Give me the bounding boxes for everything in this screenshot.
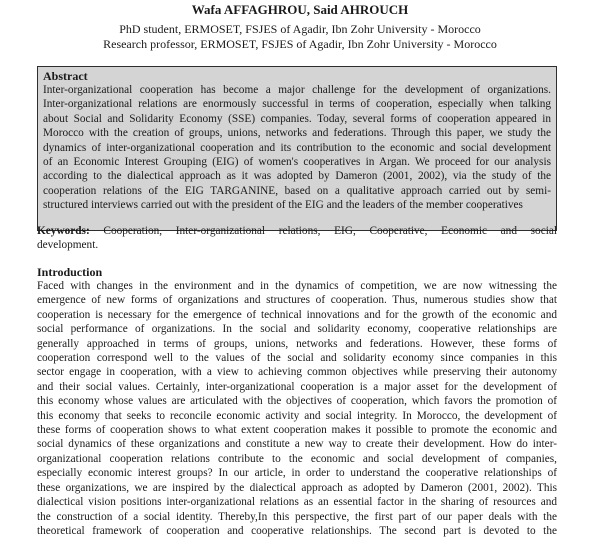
intro-line: especially economic interest groups? In our article, in order to understand the cooperative relationships of bbox=[37, 467, 557, 480]
intro-line: theoretical framework of cooperation and cooperative relationships. The second part is devoted to the bbox=[37, 524, 557, 537]
abstract-box bbox=[37, 66, 557, 231]
intro-line: and their social values. Certainly, inter-organizational cooperation is a major asset for the development of bbox=[37, 380, 557, 393]
introduction-text bbox=[37, 279, 557, 538]
author-names: Wafa AFFAGHROU, Said AHROUCH bbox=[191, 2, 409, 17]
intro-line: social performance of organizations. In the social and solidarity economy, cooperative relationships are bbox=[37, 323, 557, 336]
intro-line: sector engage in cooperation, with a view to achieving common objectives while preserving their autonomy bbox=[37, 366, 557, 379]
intro-line: cooperation correspond well to the values of the social and solidarity economy since companies in this bbox=[37, 352, 557, 365]
intro-line: this economy whose values are articulated with the objectives of cooperation, which favors the promotion of bbox=[37, 395, 557, 408]
abstract-line: cooperation relations of the EIG TARGANINE, based on a qualitative approach carried out by semi- bbox=[43, 184, 551, 197]
intro-line: this economy that seeks to reconcile economic activity and social integrity. In Morocco, the development of bbox=[37, 409, 557, 422]
keywords-list-continued: development. bbox=[37, 239, 99, 252]
abstract-line: Inter-organizational cooperation has become a major challenge for the development of organizations. bbox=[43, 84, 551, 96]
abstract-line: dynamics of inter-organizational cooperation and its contribution to the economic and social development bbox=[43, 141, 551, 154]
intro-line: dialectical vision positions inter-organizational relations as an essential factor in the sharing of resources and bbox=[37, 496, 557, 509]
intro-line: cooperation is necessary for the emergence of technical innovations and for the growth of the economic and bbox=[37, 308, 557, 321]
affiliation-1: PhD student, ERMOSET, FSJES of Agadir, Ibn Zohr University - Morocco bbox=[119, 22, 481, 36]
abstract-text bbox=[43, 83, 551, 213]
intro-line: social dynamics of these organizations and constitute a new way to create their development. How do inter- bbox=[37, 438, 557, 451]
abstract-line: Inter-organizational relations are enormously successful in terms of cooperation, especially when talking bbox=[43, 98, 551, 111]
intro-line: emergence of new forms of organizations and structures of cooperation. Thus, numerous studies show that bbox=[37, 294, 557, 307]
abstract-line: structured interviews carried out with the president of the EIG and the leaders of the member cooperatives bbox=[43, 199, 523, 212]
intro-line: organizational cooperation relations contribute to the economic and social development of companies, bbox=[37, 452, 557, 465]
introduction-heading: Introduction bbox=[37, 265, 103, 279]
keywords-label: Keywords: bbox=[37, 225, 90, 237]
intro-line: these forms of cooperation shows to what extent cooperation makes it possible to promote the economic and bbox=[37, 424, 557, 437]
abstract-line: about Social and Solidarity Economy (SSE) companies. Today, several forms of cooperation appeared in bbox=[43, 112, 551, 125]
abstract-line: according to the dialectical approach as it was adopted by Dameron (2001, 2002), via the study of the bbox=[43, 170, 551, 183]
affiliation-2: Research professor, ERMOSET, FSJES of Agadir, Ibn Zohr University - Morocco bbox=[103, 37, 497, 51]
abstract-line: of an Economic Interest Grouping (EIG) of women's cooperatives in Argan. We proceed for our analysis bbox=[43, 156, 551, 169]
intro-line: these organizations, we are inspired by the dialectical approach as adopted by Dameron (2001, 2002). This bbox=[37, 481, 557, 494]
keywords-section bbox=[37, 224, 557, 253]
intro-line: the construction of a social identity. Thereby,In this perspective, the first part of our paper deals with the bbox=[37, 510, 557, 523]
keywords-list: Cooperation, Inter-organizational relations, EIG, Cooperative, Economic and social bbox=[103, 225, 557, 237]
abstract-line: Morocco with the creation of groups, unions, networks and federations. Through this paper, we study the bbox=[43, 127, 551, 140]
intro-line: Faced with changes in the environment and in the dynamics of competition, we are now witnessing the bbox=[37, 280, 557, 292]
intro-line: generally approached in terms of groups, unions, networks and federations. However, these forms of bbox=[37, 337, 557, 350]
abstract-title: Abstract bbox=[43, 69, 88, 83]
